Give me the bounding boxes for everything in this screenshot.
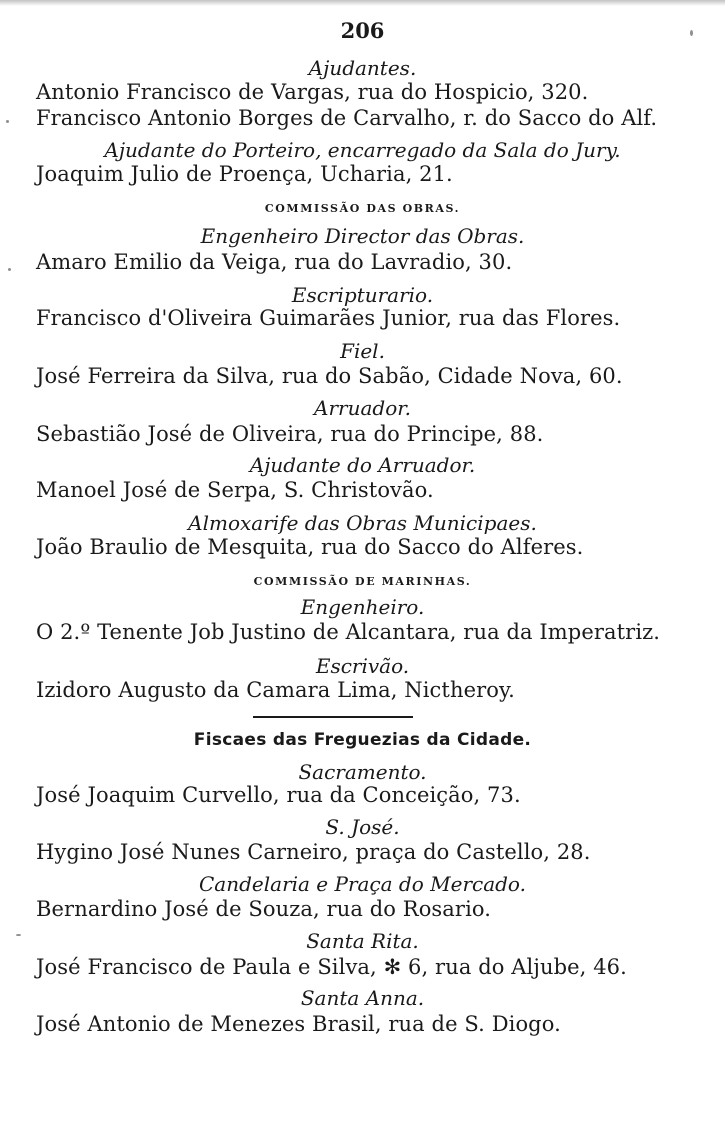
entry-veiga: Amaro Emilio da Veiga, rua do Lavradio, 30.: [36, 250, 513, 274]
heading-commissao-marinhas: COMMISSÃO DE MARINHAS.: [253, 575, 472, 588]
entry-curvello: José Joaquim Curvello, rua da Conceição, 73.: [36, 783, 521, 807]
section-divider: [253, 716, 413, 718]
paper-speck: [690, 30, 693, 36]
heading-fiel: Fiel.: [340, 339, 385, 363]
heading-fiscaes: Fiscaes das Freguezias da Cidade.: [193, 730, 532, 750]
heading-ajudante-porteiro: Ajudante do Porteiro, encarregado da Sala do Jury.: [104, 138, 621, 162]
entry-menezes: José Antonio de Menezes Brasil, rua de S. Diogo.: [36, 1012, 561, 1036]
entry-carneiro: Hygino José Nunes Carneiro, praça do Castello, 28.: [36, 840, 591, 864]
heading-candelaria: Candelaria e Praça do Mercado.: [199, 872, 526, 896]
heading-santa-rita: Santa Rita.: [306, 929, 419, 953]
heading-escrivao: Escrivão.: [315, 654, 410, 678]
paper-speck: [6, 120, 9, 123]
entry-vargas: Antonio Francisco de Vargas, rua do Hospicio, 320.: [36, 80, 589, 104]
entry-guimaraes: Francisco d'Oliveira Guimarães Junior, rua das Flores.: [36, 306, 621, 330]
heading-sacramento: Sacramento.: [298, 760, 427, 784]
page-edge: [0, 0, 725, 6]
entry-souza: Bernardino José de Souza, rua do Rosario.: [36, 897, 492, 921]
entry-mesquita: João Braulio de Mesquita, rua do Sacco do Alferes.: [36, 535, 584, 559]
heading-arruador: Arruador.: [314, 396, 411, 420]
entry-paula-silva: José Francisco de Paula e Silva, ✻ 6, rua do Aljube, 46.: [36, 955, 627, 979]
heading-escripturario: Escripturario.: [291, 283, 434, 307]
heading-commissao-obras: COMMISSÃO DAS OBRAS.: [264, 202, 461, 215]
heading-sao-jose: S. José.: [325, 815, 400, 839]
paper-speck: [8, 268, 11, 271]
heading-ajudantes: Ajudantes.: [308, 56, 417, 80]
entry-proenca: Joaquim Julio de Proença, Ucharia, 21.: [36, 162, 453, 186]
heading-engenheiro-director: Engenheiro Director das Obras.: [200, 224, 525, 248]
heading-santa-anna: Santa Anna.: [300, 986, 425, 1010]
heading-engenheiro: Engenheiro.: [300, 595, 425, 619]
entry-job: O 2.º Tenente Job Justino de Alcantara, rua da Imperatriz.: [36, 620, 661, 644]
heading-ajudante-arruador: Ajudante do Arruador.: [249, 453, 476, 477]
entry-izidoro: Izidoro Augusto da Camara Lima, Nictheroy.: [36, 678, 515, 702]
entry-carvalho: Francisco Antonio Borges de Carvalho, r. do Sacco do Alf.: [36, 106, 658, 130]
heading-almoxarife: Almoxarife das Obras Municipaes.: [188, 511, 537, 535]
entry-serpa: Manoel José de Serpa, S. Christovão.: [36, 478, 434, 502]
entry-ferreira: José Ferreira da Silva, rua do Sabão, Cidade Nova, 60.: [36, 364, 623, 388]
page-number: 206: [340, 18, 385, 43]
entry-sebastiao: Sebastião José de Oliveira, rua do Principe, 88.: [36, 422, 544, 446]
paper-speck: [16, 934, 21, 936]
